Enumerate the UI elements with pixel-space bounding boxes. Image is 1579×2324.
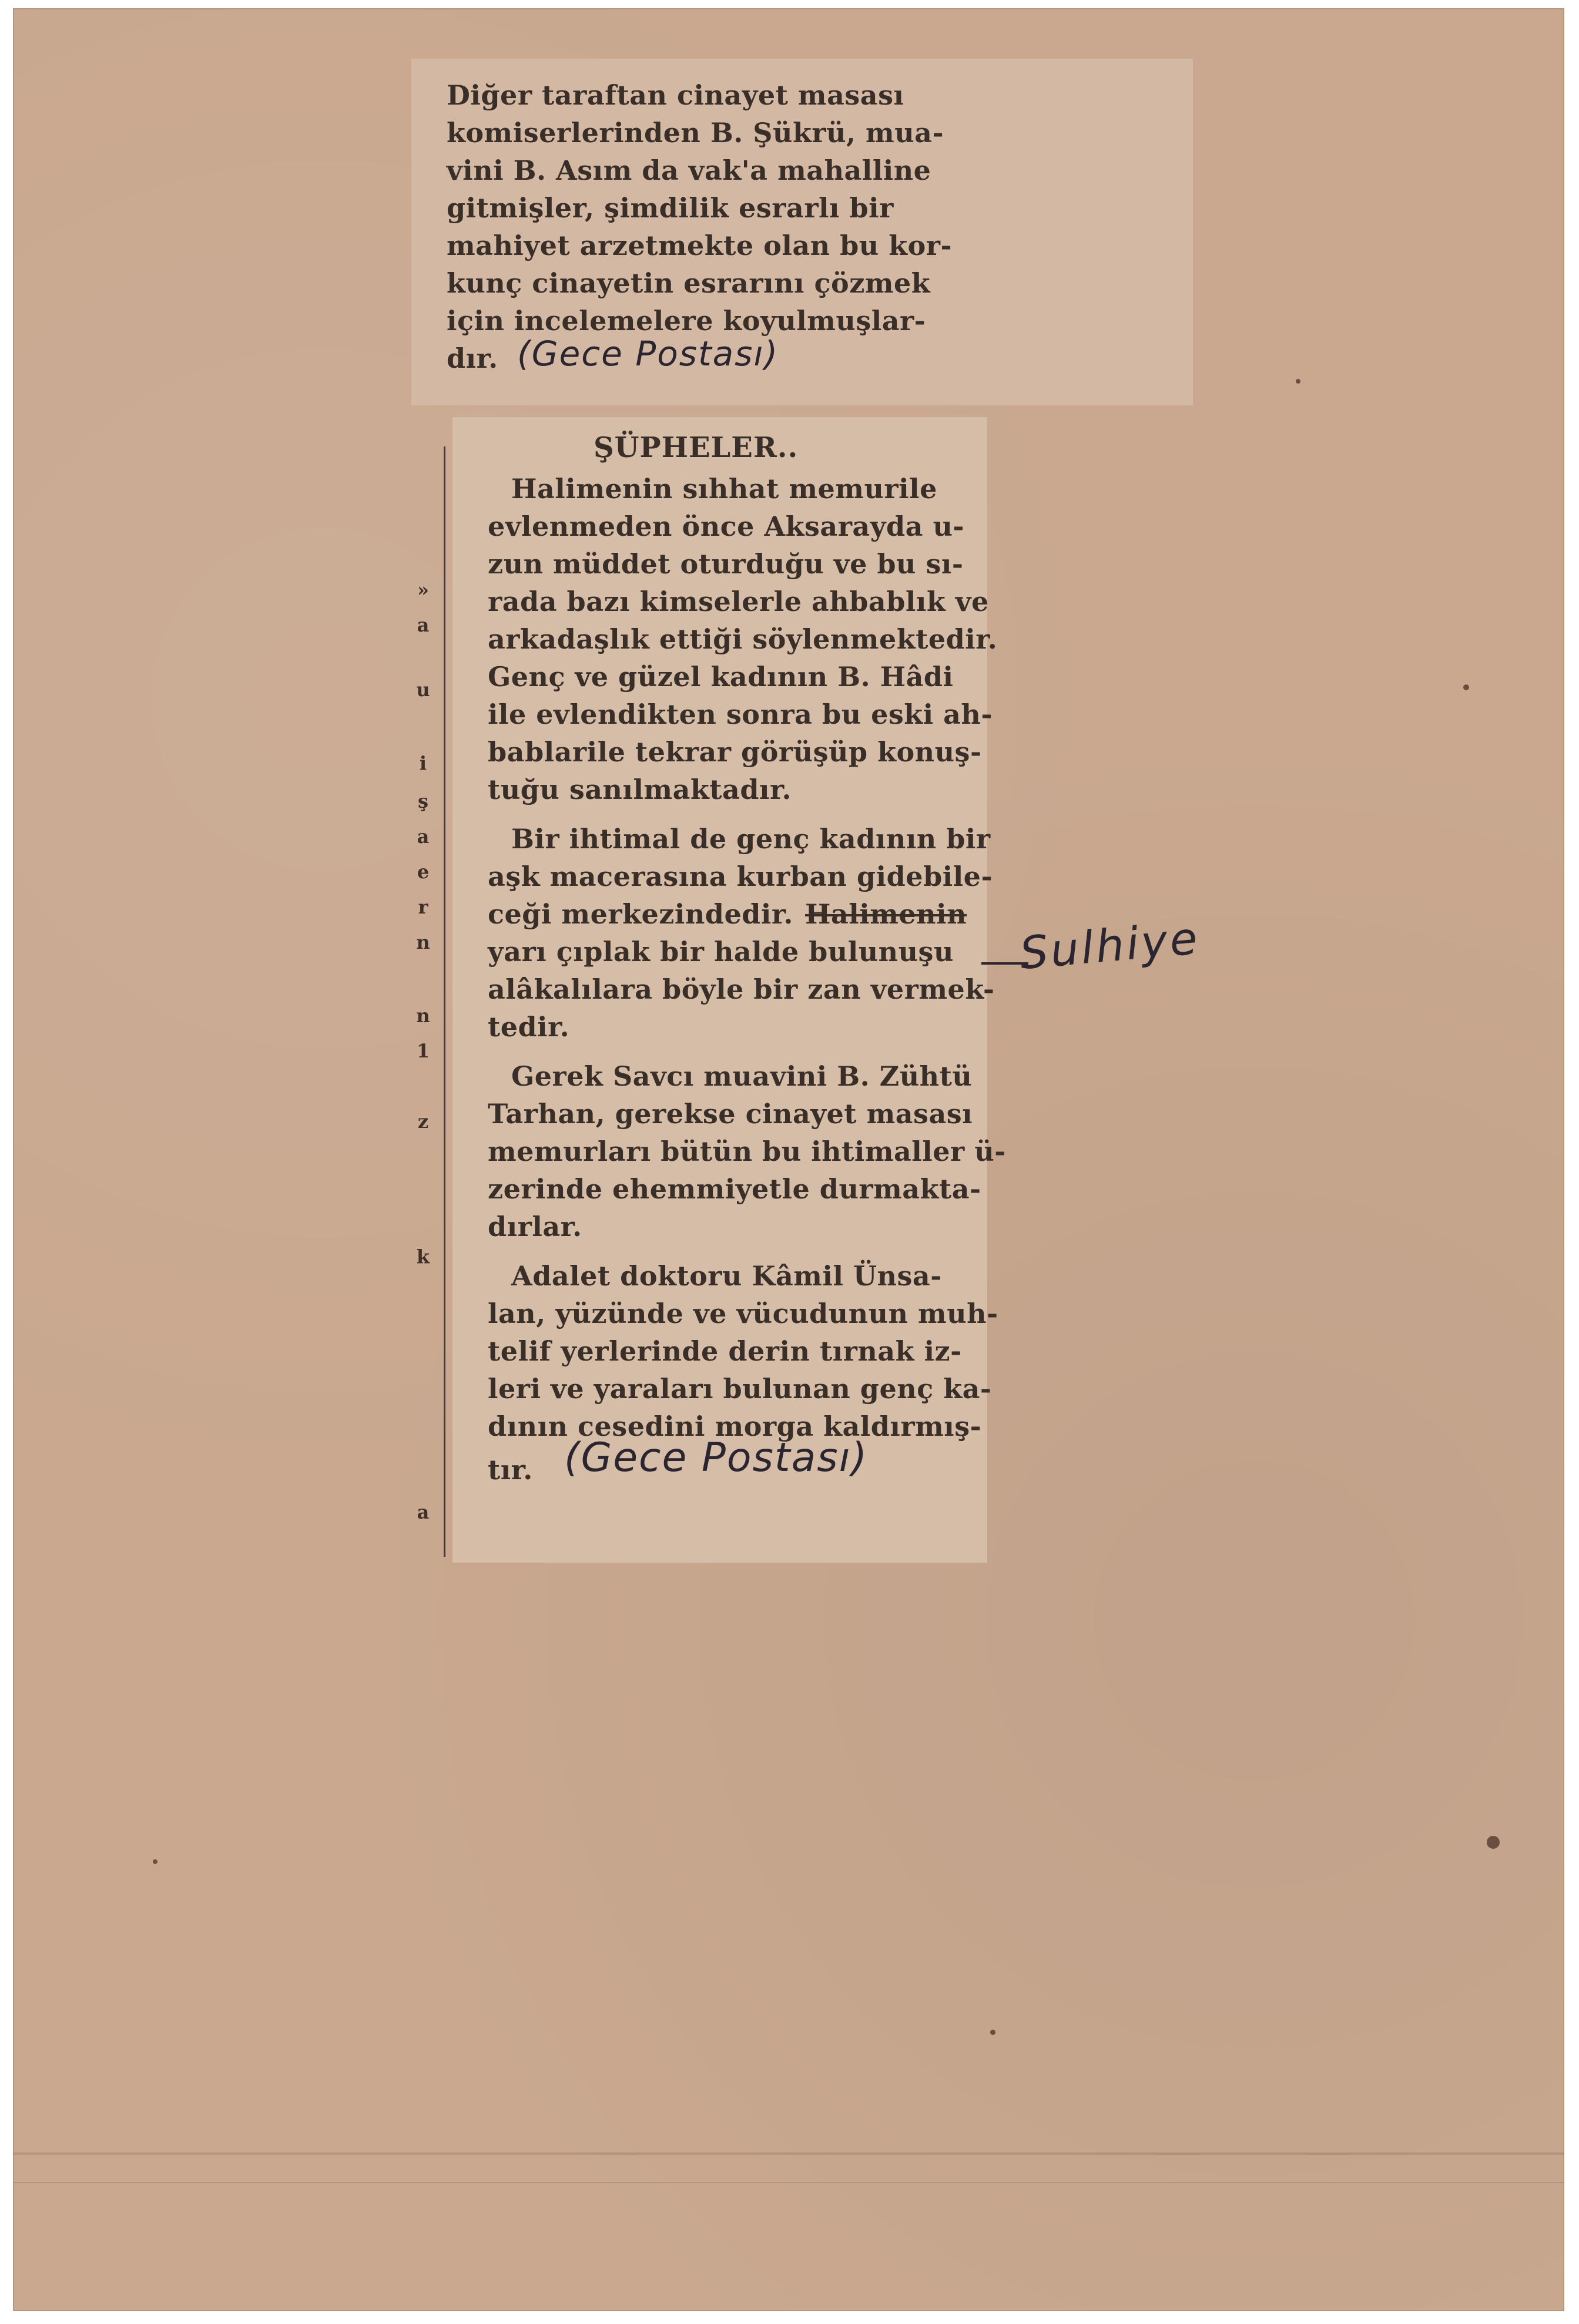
margin-letter: i [419,752,427,774]
newspaper-clipping-2 [452,417,1006,1563]
handwritten-annotation: Sulhiye [1017,911,1202,980]
clipping-line: rada bazı kimselerle ahbablık ve [488,586,989,617]
clipping-line: dının cesedini morga kaldırmış- [488,1410,982,1442]
clipping-line: için incelemelere koyulmuşlar- [447,305,926,337]
paper-fold [13,2182,1564,2183]
margin-letter: » [417,579,429,601]
clipping-line: lan, yüzünde ve vücudunun muh- [488,1298,998,1329]
clipping-line: gitmişler, şimdilik esrarlı bir [447,192,894,224]
clipping-heading: ŞÜPHELER.. [594,431,799,464]
clipping-line: alâkalılara böyle bir zan vermek- [488,973,995,1005]
clipping-edge-line [444,446,445,1557]
clipping-line: Genç ve güzel kadının B. Hâdi [488,661,954,693]
clipping-line: evlenmeden önce Aksarayda u- [488,511,964,542]
clipping-line: vini B. Asım da vak'a mahalline [447,155,931,186]
margin-letter: a [417,1501,430,1523]
margin-letter: k [416,1245,430,1268]
clipping-line: komiserlerinden B. Şükrü, mua- [447,117,944,149]
clipping-line: mahiyet arzetmekte olan bu kor- [447,230,953,261]
clipping-line: dır. [447,342,498,374]
margin-letter: r [418,896,428,918]
margin-letter: n [416,931,430,953]
clipping-line: Diğer taraftan cinayet masası [447,79,904,111]
newspaper-clipping-1 [411,59,1193,405]
clipping-line: arkadaşlık ettiği söylenmektedir. [488,623,998,655]
clipping-line: aşk macerasına kurban gidebile- [488,861,993,892]
clipping-line: kunç cinayetin esrarını çözmek [447,267,931,299]
clipping-line: tedir. [488,1011,570,1043]
margin-letter: a [417,614,430,636]
clipping-line: Adalet doktoru Kâmil Ünsa- [511,1260,942,1292]
clipping-line: memurları bütün bu ihtimaller ü- [488,1136,1006,1167]
margin-letter: 1 [416,1040,430,1062]
margin-letter: u [416,679,430,701]
clipping-line: tır. [488,1454,533,1486]
clipping-line: leri ve yaraları bulunan genç ka- [488,1373,992,1405]
paper-speck [1463,684,1469,690]
margin-letter: n [416,1005,430,1027]
margin-letter: e [417,861,430,883]
clipping-line: yarı çıplak bir halde bulunuşu [488,936,954,968]
handwritten-source-note: (Gece Postası) [564,1435,869,1481]
clipping-line: Tarhan, gerekse cinayet masası [488,1098,973,1130]
margin-letter: ş [417,790,428,812]
paper-fold [13,2152,1564,2155]
handwritten-source-note: (Gece Postası) [517,334,779,374]
paper-speck [153,1859,157,1864]
clipping-line: Bir ihtimal de genç kadının bir [511,823,991,855]
clipping-line: dırlar. [488,1211,582,1242]
clipping-line: ceği merkezindedir. [488,898,793,930]
clipping-line: telif yerlerinde derin tırnak iz- [488,1335,962,1367]
paper-speck [1296,379,1300,384]
clipping-line: Gerek Savcı muavini B. Zühtü [511,1060,973,1092]
clipping-line: ile evlendikten sonra bu eski ah- [488,698,993,730]
clipping-line: zerinde ehemmiyetle durmakta- [488,1173,981,1205]
clipping-line: zun müddet oturduğu ve bu sı- [488,548,964,580]
clipping-line: tuğu sanılmaktadır. [488,774,792,805]
clipping-line: bablarile tekrar görüşüp konuş- [488,736,982,768]
margin-letter: z [417,1110,429,1133]
clipping-line: Halimenin sıhhat memurile [511,473,937,505]
struck-word: Halimenin [805,898,967,930]
paper-speck [990,2030,995,2035]
margin-letter: a [417,825,430,848]
paper-speck [1487,1836,1500,1849]
